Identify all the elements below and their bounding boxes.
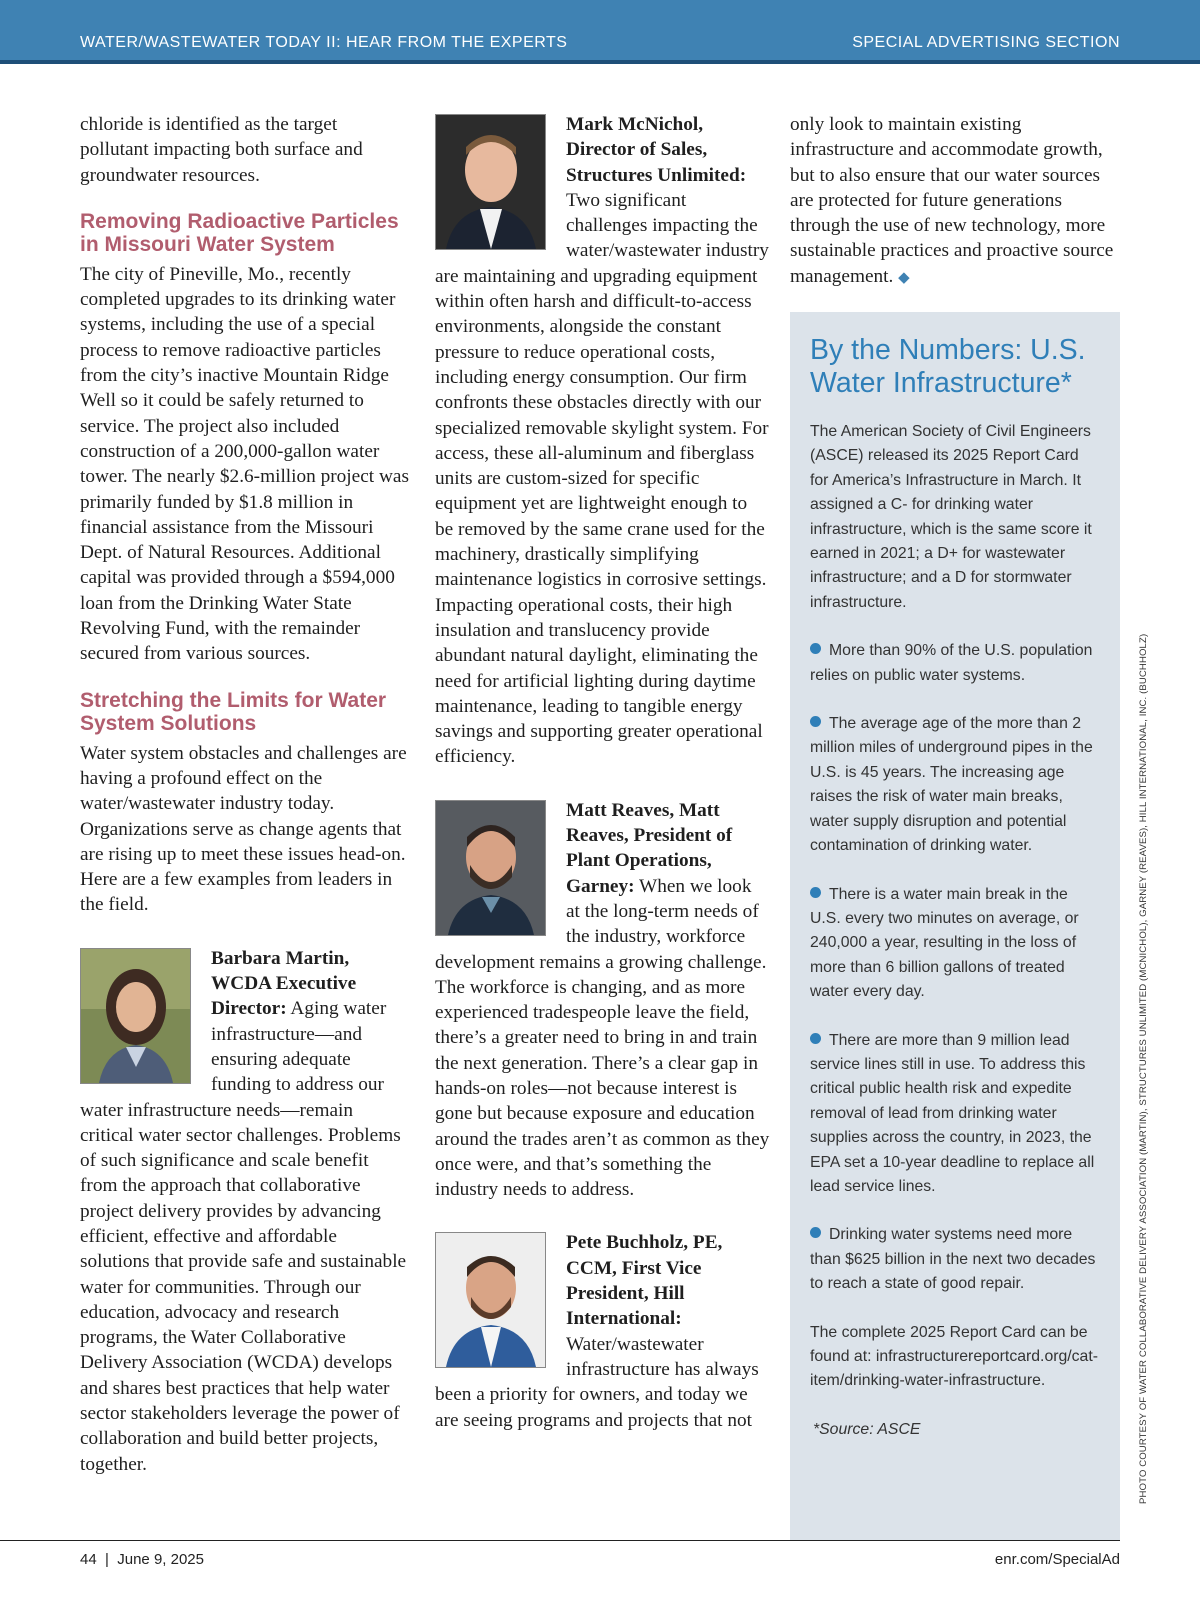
portrait-matt-reaves <box>435 800 546 936</box>
header-advertising-label: SPECIAL ADVERTISING SECTION <box>852 34 1120 51</box>
header-section-title: WATER/WASTEWATER TODAY II: HEAR FROM THE EXPERTS <box>80 34 568 51</box>
continuation-text: only look to maintain existing infrastructure and accommodate growth, but to also ensure that our water sources are protected for future generations through the use of new technology, more sustainable practices and proactive source management. <box>790 114 1114 287</box>
sidebar-bullet: There are more than 9 million lead service lines still in use. To address this critical public health risk and expedite removal of lead from drinking water supplies across the country, in 2023, the EPA set a 10-year deadline to replace all lead service lines. <box>810 1029 1100 1200</box>
bio-name-matt-reaves: Matt Reaves, Matt Reaves, President of Plant Operations, Garney: <box>566 799 733 897</box>
sidebar-bullet: Drinking water systems need more than $625 billion in the next two decades to reach a state of good repair. <box>810 1223 1100 1296</box>
sidebar-bullet: More than 90% of the U.S. population relies on public water systems. <box>810 639 1100 688</box>
portrait-pete-buchholz <box>435 1232 546 1368</box>
footer-divider <box>0 1540 1120 1541</box>
bio-text-barbara-martin: Aging water infrastructure—and ensuring adequate funding to address our water infrastructure needs—remain critical water sector challenges. Problems of such significance and scale benefit from the approach that collaborative project delivery provides by advancing efficient, effective and affordable solutions that provide safe and sustainable water for communities. Through our education, advocacy and research programs, the Water Collaborative Delivery Association (WCDA) develops and shares best practices that help water sector stakeholders leverage the power of collaboration and build better projects, together. <box>80 998 407 1475</box>
subheading-radioactive: Removing Radioactive Particles in Missouri Water System <box>80 209 399 256</box>
bio-text-pete-buchholz: Water/wastewater infrastructure has always been a priority for owners, and today we are seeing programs and projects that not <box>435 1333 759 1431</box>
sidebar-intro: The American Society of Civil Engineers (ASCE) released its 2025 Report Card for America’s Infrastructure in March. It assigned a C- for drinking water infrastructure, which is the same score it earned in 2021; a D+ for wastewater infrastructure; and a D for stormwater infrastructure. <box>810 423 1092 611</box>
continuation-paragraph <box>790 112 1120 291</box>
portrait-mark-mcnichol <box>435 114 546 250</box>
end-mark-diamond-icon: ◆ <box>898 269 910 286</box>
column-right <box>790 112 1120 291</box>
subheading-stretching-limits: Stretching the Limits for Water System Solutions <box>80 688 387 735</box>
column-left <box>80 112 410 1477</box>
photo-credit: PHOTO COURTESY OF WATER COLLABORATIVE DELIVERY ASSOCIATION (MARTIN), STRUCTURES UNLIMITED (MCNICHOL), GARNEY (REAVES), HILL INTERNATIONAL, INC. (BUCHHOLZ) <box>1138 633 1149 1504</box>
bio-text-matt-reaves: When we look at the long-term needs of the industry, workforce development remains a growing challenge. The workforce is changing, and as more experienced tradespeople leave the field, there’s a greater need to bring in and train the next generation. There’s a clear gap in hands-on roles—not because interest is gone but because exposure and education around the trades aren’t as common as they once were, and that’s something the industry needs to address. <box>435 875 770 1201</box>
pineville-paragraph: The city of Pineville, Mo., recently completed upgrades to its drinking water systems, including the use of a special process to remove radioactive particles from the city’s inactive Mountain Ridge Well so it could be safely returned to service. The project also included construction of a 200,000-gallon water tower. The nearly $2.6-million project was primarily funded by $1.8 million in financial assistance from the Missouri Dept. of Natural Resources. Additional capital was provided through a $594,000 loan from the Drinking Water State Revolving Fund, with the remainder secured from various sources. <box>80 263 409 665</box>
sidebar-source: *Source: ASCE <box>813 1420 921 1438</box>
sidebar-by-the-numbers <box>790 312 1120 1540</box>
sidebar-bullet: There is a water main break in the U.S. every two minutes on average, or 240,000 a year, resulting in the loss of more than 6 billion gallons of treated water every day. <box>810 883 1100 1005</box>
sidebar-bullet: The average age of the more than 2 million miles of underground pipes in the U.S. is 45 years. The increasing age raises the risk of water main breaks, water supply disruption and potential contamination of drinking water. <box>810 712 1100 858</box>
column-middle <box>435 112 770 1433</box>
footer-url: enr.com/SpecialAd <box>994 1551 1120 1568</box>
footer-page-date: 44 | June 9, 2025 <box>80 1551 204 1568</box>
header-banner <box>0 0 1200 64</box>
sidebar-closing: The complete 2025 Report Card can be found at: infrastructurereportcard.org/cat-item/drinking-water-infrastructure. <box>810 1323 1098 1390</box>
portrait-barbara-martin <box>80 948 191 1084</box>
bio-name-mark-mcnichol: Mark McNichol, Director of Sales, Structures Unlimited: <box>566 114 747 186</box>
bio-name-pete-buchholz: Pete Buchholz, PE, CCM, First Vice President, Hill International: <box>566 1232 723 1330</box>
sidebar-title: By the Numbers: U.S. Water Infrastructure* <box>810 334 1086 399</box>
examples-paragraph: Water system obstacles and challenges are having a profound effect on the water/wastewater industry today. Organizations serve as change agents that are rising up to meet these issues head-on. Here are a few examples from leaders in the field. <box>80 742 407 916</box>
bio-name-barbara-martin: Barbara Martin, WCDA Executive Director: <box>211 947 357 1020</box>
intro-paragraph: chloride is identified as the target pollutant impacting both surface and groundwater resources. <box>80 114 363 186</box>
bio-text-mark-mcnichol: Two significant challenges impacting the water/wastewater industry are maintaining and upgrading equipment within often harsh and difficult-to-access environments, alongside the constant pressure to reduce operational costs, including energy consumption. Our firm confronts these obstacles directly with our specialized removable skylight system. For access, these all-aluminum and fiberglass units are custom-sized for specific equipment yet are lightweight enough to be removed by the same crane used for the machinery, drastically simplifying maintenance logistics in corrosive settings. Impacting operational costs, their high insulation and translucency provide abundant natural daylight, eliminating the need for artificial lighting during daytime maintenance, leading to tangible energy savings and supporting greater operational efficiency. <box>435 189 769 768</box>
